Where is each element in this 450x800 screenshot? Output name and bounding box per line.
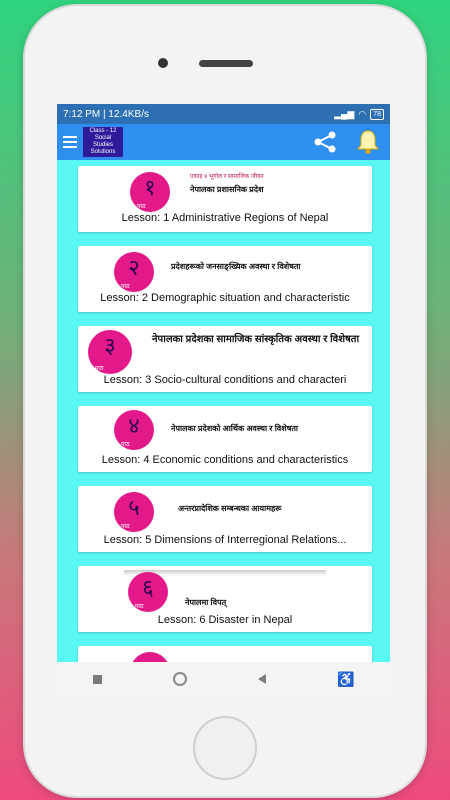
lesson-nepali-heading: नेपालमा विपत् [185, 598, 227, 607]
recents-button[interactable] [93, 675, 102, 684]
lesson-card-1[interactable] [78, 166, 372, 232]
battery-icon: 78 [370, 109, 384, 120]
lesson-nepali-heading: प्रदेशहरूको जनसाङ्ख्यिक अवस्था र विशेषता [171, 262, 301, 271]
lesson-title: Lesson: 4 Economic conditions and characteristics [101, 454, 349, 466]
home-button[interactable] [193, 716, 257, 780]
lesson-title: Lesson: 3 Socio-cultural conditions and characteri [103, 374, 347, 386]
lesson-number-badge: ५ पाठ [114, 492, 154, 532]
unit-subheading: एकाइ ४ भूगोल र सामाजिक जीवन [190, 174, 264, 180]
lesson-nepali-heading: नेपालका प्रशासनिक प्रदेश [190, 185, 264, 194]
status-time: 7:12 PM | 12.4KB/s [63, 108, 149, 120]
wifi-icon: ◠ [358, 108, 367, 119]
lesson-title: Lesson: 1 Administrative Regions of Nepal [121, 212, 329, 224]
lesson-card-5[interactable] [78, 486, 372, 552]
lesson-title: Lesson: 5 Dimensions of Interregional Relations... [103, 534, 347, 546]
home-nav-button[interactable] [173, 672, 187, 686]
lesson-card-6[interactable] [78, 566, 372, 632]
lesson-list [57, 160, 390, 696]
lesson-title: Lesson: 6 Disaster in Nepal [157, 614, 293, 626]
lesson-number-badge: ६ पाठ [128, 572, 168, 612]
share-icon[interactable] [313, 131, 337, 153]
logo-line: Social [94, 135, 112, 141]
app-screen [57, 104, 390, 696]
lesson-number-badge: ३ पाठ [88, 330, 132, 374]
hamburger-menu-icon[interactable] [63, 136, 77, 148]
logo-line: Solutions [90, 149, 116, 155]
logo-line: Studies [92, 142, 113, 148]
lesson-nepali-heading: नेपालका प्रदेशका सामाजिक सांस्कृतिक अवस्था र विशेषता [152, 334, 360, 345]
lesson-number-badge: १ पाठ [130, 172, 170, 212]
lesson-card-4[interactable] [78, 406, 372, 472]
android-nav-bar [57, 662, 390, 696]
status-icons [334, 109, 384, 120]
signal-icon: ▂▄▆ [334, 108, 355, 119]
lesson-title: Lesson: 2 Demographic situation and characteristic [100, 292, 350, 304]
lesson-number-badge: २ पाठ [114, 252, 154, 292]
logo-line: Class - 12 [89, 128, 117, 134]
lesson-card-3[interactable] [78, 326, 372, 392]
bell-icon[interactable] [357, 129, 379, 155]
app-toolbar [57, 124, 390, 160]
lesson-number-badge: ४ पाठ [114, 410, 154, 450]
front-camera [158, 58, 168, 68]
status-bar [57, 104, 390, 124]
back-button[interactable] [258, 674, 266, 684]
lesson-card-2[interactable] [78, 246, 372, 312]
lesson-nepali-heading: अन्तरप्रादेशिक सम्बन्धका आयामहरू [178, 504, 282, 513]
accessibility-icon[interactable]: ♿ [336, 670, 355, 687]
earpiece-speaker [199, 60, 253, 67]
app-logo [83, 127, 123, 157]
lesson-nepali-heading: नेपालका प्रदेशको आर्थिक अवस्था र विशेषता [171, 424, 298, 433]
